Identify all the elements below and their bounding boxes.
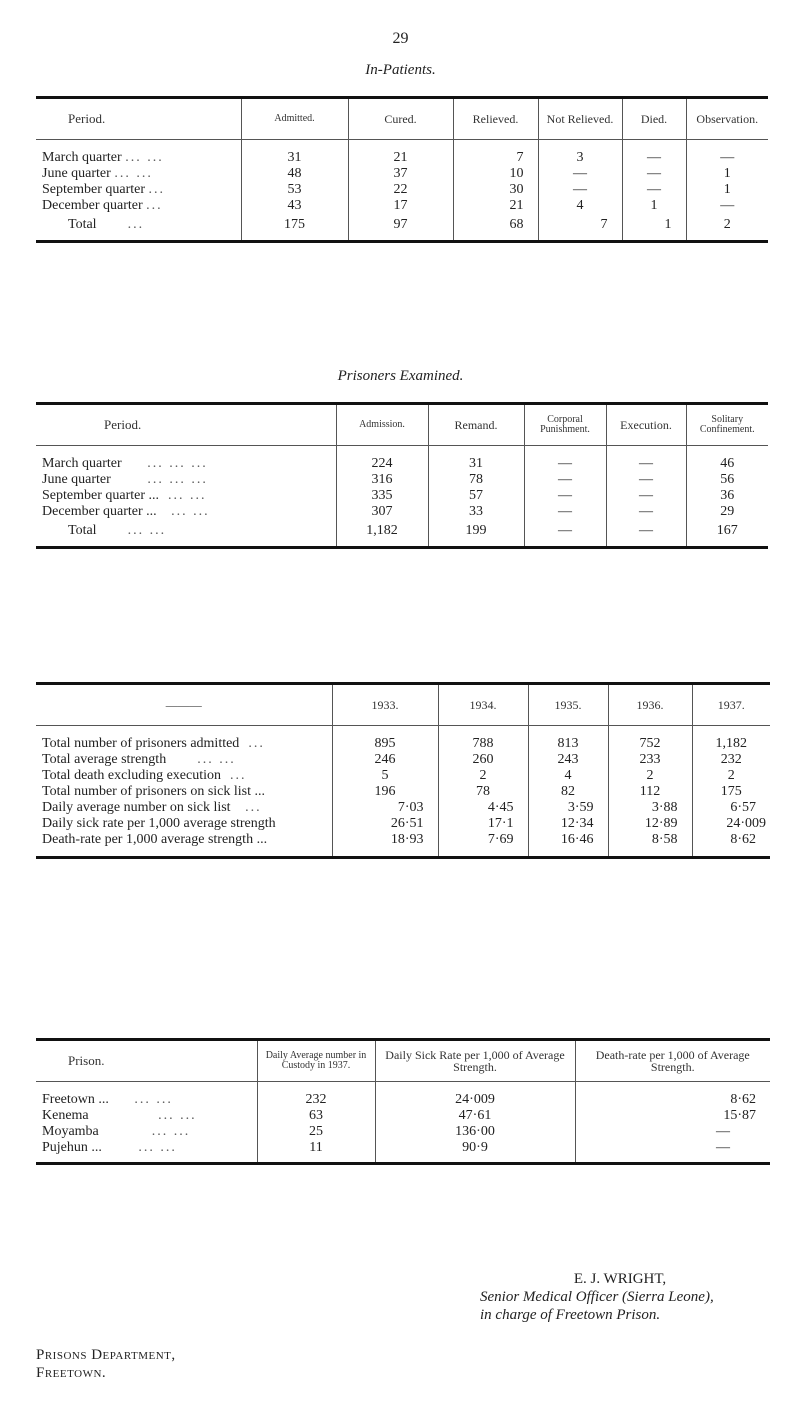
header-period: Period. [36,404,336,446]
table-row [36,456,768,472]
cell: 813 [528,736,608,752]
department-block [36,1346,176,1382]
header-relieved: Relieved. [453,98,538,140]
cell: — [524,456,606,472]
row-label: December quarter ... [42,198,163,213]
cell: 24·009 [375,1092,575,1108]
cell: 199 [428,520,524,548]
cell: — [606,520,686,548]
cell: 31 [241,150,348,166]
cell: 1 [622,198,686,214]
cell: — [524,488,606,504]
cell: 2 [686,214,768,242]
table-row [36,1124,770,1140]
header-sick-rate: Daily Sick Rate per 1,000 of Average Strength. [375,1040,575,1082]
signature-role-line1: Senior Medical Officer (Sierra Leone), [480,1289,714,1305]
cell: — [622,182,686,198]
cell: 246 [332,752,438,768]
cell: — [538,182,622,198]
cell: — [575,1140,770,1164]
cell: 12·89 [608,816,692,832]
cell: 21 [453,198,538,214]
inpatients-header-row [36,98,768,140]
cell: 2 [692,768,770,784]
cell: 167 [686,520,768,548]
inpatients-table [36,96,768,243]
row-label: Total average strength ... ... [42,752,236,767]
header-not-relieved: Not Relieved. [538,98,622,140]
row-label: Daily sick rate per 1,000 average strength [42,816,276,831]
header-remand: Remand. [428,404,524,446]
cell: 1 [622,214,686,242]
cell: 788 [438,736,528,752]
cell: 4·45 [438,800,528,816]
row-label: Total number of prisoners admitted ... [42,736,265,751]
table-row [36,768,770,784]
cell: — [524,472,606,488]
cell: 37 [348,166,453,182]
cell: 48 [241,166,348,182]
cell: 10 [453,166,538,182]
cell: 307 [336,504,428,520]
header-died: Died. [622,98,686,140]
cell: 112 [608,784,692,800]
signature-role-line2: in charge of Freetown Prison. [480,1307,661,1323]
cell: 47·61 [375,1108,575,1124]
header-1936: 1936. [608,684,692,726]
table-row [36,488,768,504]
cell: 26·51 [332,816,438,832]
examined-title: Prisoners Examined. [337,368,464,384]
cell: 15·87 [575,1108,770,1124]
cell: 29 [686,504,768,520]
row-label: Total ... [36,214,241,242]
department-line1: Prisons Department, [36,1347,176,1363]
cell: 175 [241,214,348,242]
table-row [36,816,770,832]
table-row [36,472,768,488]
cell: 12·34 [528,816,608,832]
header-period: Period. [36,98,241,140]
page-number: 29 [392,30,409,47]
cell: 1,182 [336,520,428,548]
row-label: March quarter ... ... [42,150,164,165]
cell: 8·62 [575,1092,770,1108]
cell: 90·9 [375,1140,575,1164]
row-label: Pujehun ... ... ... [36,1140,257,1164]
row-label: June quarter ... ... ... [42,472,208,487]
row-label: Freetown ... ... ... [42,1092,173,1107]
row-label: Kenema ... ... [42,1108,197,1123]
header-1935: 1935. [528,684,608,726]
cell: 4 [538,198,622,214]
table-row [36,832,770,858]
cell: 196 [332,784,438,800]
cell: 7 [453,150,538,166]
header-1937: 1937. [692,684,770,726]
cell: 752 [608,736,692,752]
cell: 232 [257,1092,375,1108]
cell: 24·009 [692,816,770,832]
cell: 895 [332,736,438,752]
cell: 1,182 [692,736,770,752]
cell: 1 [686,182,768,198]
table-row [36,182,768,198]
cell: 68 [453,214,538,242]
cell: — [538,166,622,182]
header-death-rate: Death-rate per 1,000 of Average Strength. [575,1040,770,1082]
header-admitted: Admitted. [241,98,348,140]
cell: 16·46 [528,832,608,858]
header-1934: 1934. [438,684,528,726]
header-daily-average: Daily Average number in Custody in 1937. [257,1040,375,1082]
inpatients-title: In-Patients. [365,62,436,78]
cell: 260 [438,752,528,768]
cell: 1 [686,166,768,182]
cell: 25 [257,1124,375,1140]
header-corporal-punishment: Corporal Punishment. [524,404,606,446]
department-line2: Freetown. [36,1365,107,1381]
signature-name: E. J. WRIGHT, [573,1271,667,1287]
cell: 17 [348,198,453,214]
table-row [36,752,770,768]
table-row [36,800,770,816]
header-1933: 1933. [332,684,438,726]
cell: 8·58 [608,832,692,858]
cell: — [686,198,768,214]
cell: 11 [257,1140,375,1164]
total-row [36,214,768,242]
cell: — [606,504,686,520]
cell: 43 [241,198,348,214]
cell: 335 [336,488,428,504]
cell: 3·88 [608,800,692,816]
header-cured: Cured. [348,98,453,140]
header-execution: Execution. [606,404,686,446]
cell: 33 [428,504,524,520]
yearly-header-row [36,684,770,726]
cell: 8·62 [692,832,770,858]
row-label: September quarter ... ... ... [42,488,207,503]
table-row [36,784,770,800]
cell: — [686,150,768,166]
cell: 2 [608,768,692,784]
row-label: Total ... ... [36,520,336,548]
cell: 78 [438,784,528,800]
cell: 97 [348,214,453,242]
cell: 18·93 [332,832,438,858]
row-label: September quarter ... [42,182,166,197]
cell: 233 [608,752,692,768]
cell: 63 [257,1108,375,1124]
cell: 4 [528,768,608,784]
table-row [36,1108,770,1124]
cell: 57 [428,488,524,504]
row-label: March quarter ... ... ... [42,456,208,471]
cell: — [524,504,606,520]
table-row [36,198,768,214]
cell: 17·1 [438,816,528,832]
cell: 6·57 [692,800,770,816]
yearly-table [36,682,770,859]
cell: 31 [428,456,524,472]
cell: 78 [428,472,524,488]
cell: 232 [692,752,770,768]
cell: 3·59 [528,800,608,816]
header-solitary-confinement: Solitary Confinement. [686,404,768,446]
cell: 2 [438,768,528,784]
cell: 30 [453,182,538,198]
total-row [36,520,768,548]
cell: — [575,1124,770,1140]
cell: — [622,166,686,182]
row-label: June quarter ... ... [42,166,153,181]
table-row [36,150,768,166]
table-row [36,736,770,752]
table-row [36,166,768,182]
cell: — [622,150,686,166]
cell: 7 [538,214,622,242]
cell: 56 [686,472,768,488]
row-label: December quarter ... ... ... [42,504,210,519]
header-prison: Prison. [36,1040,257,1082]
cell: — [606,456,686,472]
cell: 136·00 [375,1124,575,1140]
header-observation: Observation. [686,98,768,140]
row-label: Death-rate per 1,000 average strength ... [36,832,332,858]
cell: 7·03 [332,800,438,816]
row-label: Moyamba ... ... [42,1124,191,1139]
signature-block [480,1270,730,1324]
cell: 82 [528,784,608,800]
cell: 7·69 [438,832,528,858]
table-row [36,1092,770,1108]
cell: 243 [528,752,608,768]
cell: 21 [348,150,453,166]
cell: 224 [336,456,428,472]
cell: 22 [348,182,453,198]
header-blank: ——— [36,684,332,726]
cell: 36 [686,488,768,504]
row-label: Daily average number on sick list ... [42,800,262,815]
cell: — [524,520,606,548]
header-admission: Admission. [336,404,428,446]
cell: 53 [241,182,348,198]
examined-table [36,402,768,549]
table-row [36,504,768,520]
examined-header-row [36,404,768,446]
cell: 5 [332,768,438,784]
table-row [36,1140,770,1164]
cell: 46 [686,456,768,472]
cell: 316 [336,472,428,488]
cell: 3 [538,150,622,166]
cell: — [606,488,686,504]
cell: — [606,472,686,488]
prisons-header-row [36,1040,770,1082]
row-label: Total number of prisoners on sick list ... [42,784,265,799]
row-label: Total death excluding execution ... [42,768,247,783]
cell: 175 [692,784,770,800]
prisons-table [36,1038,770,1165]
